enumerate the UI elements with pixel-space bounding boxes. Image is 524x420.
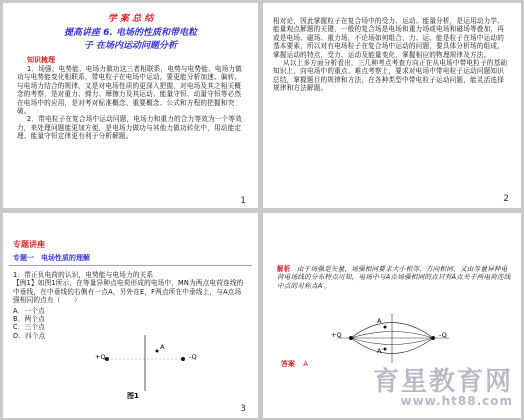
negative-charge-label: -Q	[439, 331, 447, 339]
watermark-url: www.ht88.com	[400, 394, 513, 408]
positive-charge-dot	[349, 336, 353, 340]
slide-body	[17, 65, 246, 141]
paragraph: 相对论，因此掌握粒子在复合场中的受力、运动、能量分析，是运用动力学、能量观点解题的关键，一般的复合场是电场和重力场或电场和磁场等叠加，再或是电场、磁场、重力场，不论场如何组合，力、运、能是粒子在场中运动的基本要素，所以对有电场粒子在复合场中运动的问题，要具体分析场的组成，掌握运动的特点，受力、运动及能量变化，掌握相应的物理规律及方法。	[273, 17, 504, 59]
positive-charge-label: +Q	[331, 331, 342, 339]
point-a-prime-label: A′	[377, 347, 383, 355]
page-number: 3	[240, 404, 246, 414]
section-heading: 专题讲座	[13, 240, 45, 249]
figure-1	[87, 331, 207, 401]
paragraph: 1．带正负电荷的认识，电势能与电场力的关系	[13, 271, 154, 279]
point-a-label: A	[377, 317, 382, 325]
topic-heading: 专题一 电场性质的理解	[13, 254, 90, 262]
slide-1	[3, 3, 258, 208]
negative-charge-dot	[431, 336, 435, 340]
slide-title: 学 案 总 结	[107, 14, 154, 24]
slide-body	[273, 17, 509, 93]
paragraph: 1．场强、电势能、电场力做功这三者相联系，电势与电势能、电场力做功与电势能变化相联系，带电粒子在电场中运动，要更能分析加速、偏转、与电场力结合的规律，又是对电场性质的更深入把握，对电场及其之相关概念的考察，是对重力、弹力、摩擦力及其运动、能量守恒、动量守恒等必然在电场中的应用，是对考对标准概念、重要概念、公式和方程的把握和突破。	[17, 65, 242, 116]
watermark-text: 育星教育网	[372, 367, 513, 397]
divider	[9, 265, 252, 266]
slide-body	[13, 271, 244, 340]
analysis-text: 由于场强是矢量，场强相同要求大小相等，方向相同，又由等量异种电荷电场线的分布特点可知，电场中与A点场强相同的点只有A点关于两电荷连线中点的对称点A′。	[277, 265, 511, 290]
section-label: 知识梳理	[27, 56, 55, 64]
negative-charge-label: -Q	[189, 353, 197, 361]
slide-3	[3, 213, 258, 418]
point-a-dot	[156, 350, 159, 353]
slide-2	[263, 3, 521, 208]
watermark	[373, 361, 513, 408]
slide-subtitle-line-2: 子 在场内运动问题分析	[83, 41, 178, 51]
paragraph: 【例1】如图1所示，在等量异种点电荷形成的电场中，MN为两点电荷连线的中垂线，在中垂线的右侧有一点A，另外在E，F两点所在中垂线上，与A点场强相同的点有（ ）	[13, 279, 244, 305]
option: A．一个点	[13, 306, 45, 315]
answer-label: 答案	[281, 360, 295, 368]
slide-body	[277, 265, 511, 290]
figure-field-lines	[333, 311, 453, 365]
slide-subtitle-line-1: 提高讲座 6. 电场的性质和带电粒	[64, 28, 197, 38]
option: C．三个点	[13, 323, 45, 332]
page-number: 2	[503, 194, 509, 204]
positive-charge-label: +Q	[95, 353, 106, 361]
slide-4	[263, 213, 521, 418]
figure-caption: 图1	[127, 392, 139, 400]
page-number: 1	[240, 196, 246, 206]
paragraph: 2．带电粒子在复合场中运动问题，电场力和重力的合力等效为一个等效力，来处理问题能更加方便，是电场力做功与其他力做功转化中，用动能定理、能量守恒定律更有利于分析解题。	[17, 115, 242, 141]
paragraph: 从以上多方面分析看出，三几种考点考查方向正在从电场中带电粒子的基础知识上，向电场中的重点、难点考察上，要求对电场中带电粒子运动问题知识总结，掌握题目的规律和方法，在各种类型中带电粒子运动问题，能灵活选择规律和方法解题。	[273, 59, 508, 93]
analysis-label: 解析	[277, 265, 291, 273]
point-a-prime-dot	[384, 348, 387, 351]
point-a-dot	[384, 326, 387, 329]
option: D．四个点	[13, 331, 46, 340]
answer-value: A	[303, 360, 309, 368]
point-a-label: A	[160, 343, 165, 351]
option: B．两个点	[13, 315, 45, 324]
answer-line	[281, 359, 308, 369]
